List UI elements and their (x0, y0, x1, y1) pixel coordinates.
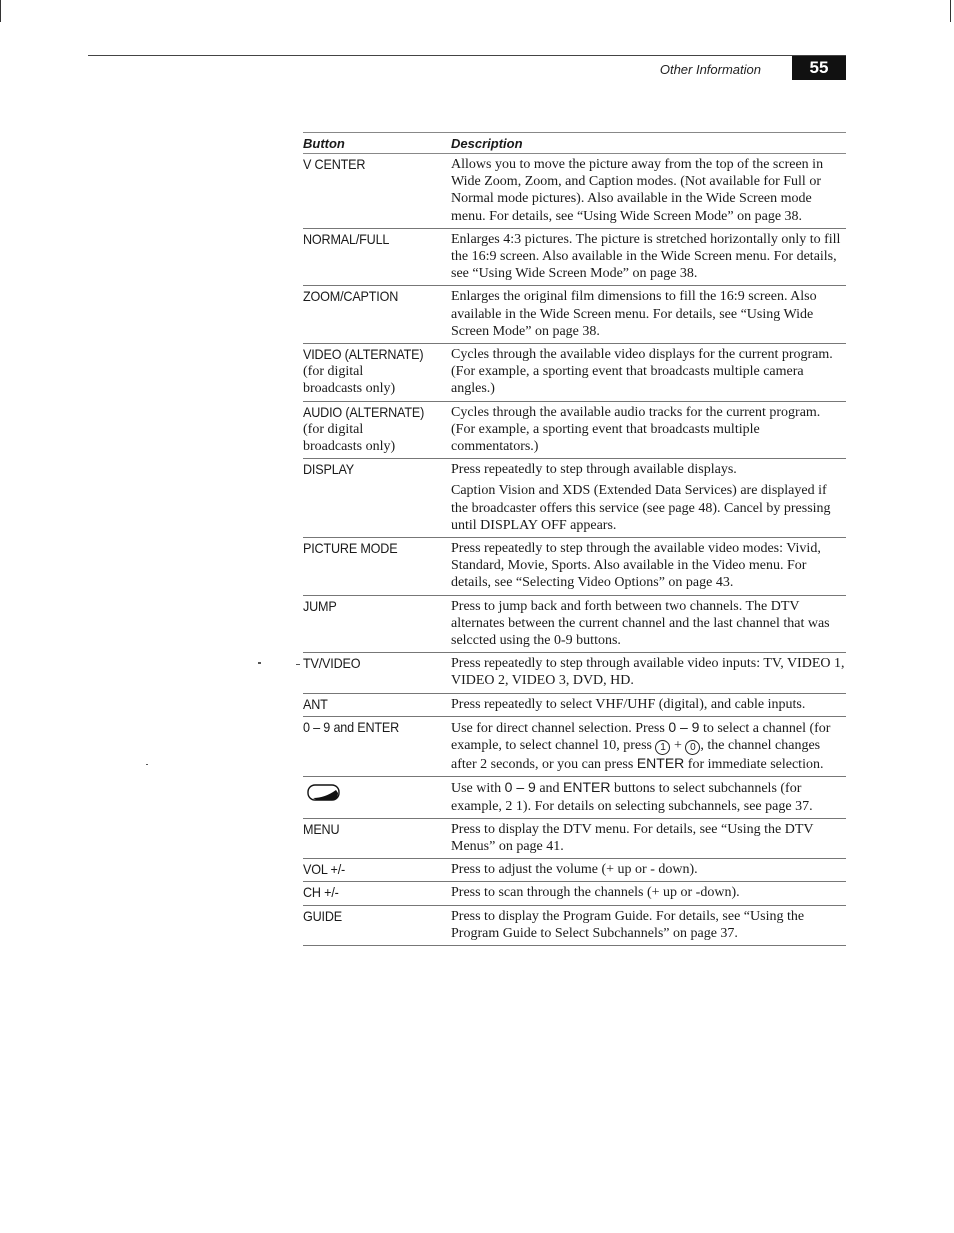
key-one-icon: 1 (655, 740, 670, 755)
button-name: NORMAL/FULL (303, 230, 390, 247)
button-name: DISPLAY (303, 461, 355, 478)
table-row (303, 694, 846, 717)
stray-dot (296, 664, 300, 665)
button-name: ZOOM/CAPTION (303, 288, 399, 305)
table-row (303, 286, 846, 344)
table-row (303, 402, 846, 460)
table-row (303, 459, 846, 538)
row-description: Cycles through the available audio tracks for the current program. (For example, a sporting event that broadcasts multiple commentators.) (451, 404, 821, 455)
column-header-button: Button (303, 136, 345, 151)
row-description: Press to jump back and forth between two channels. The DTV alternates between the current channel and the last channel that was selccted using the 0-9 buttons. (451, 598, 830, 649)
button-name: TV/VIDEO (303, 655, 361, 672)
button-name: VOL +/- (303, 861, 346, 878)
row-description: Cycles through the available video displays for the current program. (For example, a sporting event that broadcasts multiple camera angles.) (451, 347, 833, 397)
key-zero-icon: 0 (685, 740, 700, 755)
button-name: PICTURE MODE (303, 540, 398, 557)
button-name: MENU (303, 820, 340, 837)
button-name: VIDEO (ALTERNATE) (303, 346, 424, 363)
row-description: Press repeatedly to step through the available video modes: Vivid, Standard, Movie, Sports. Also available in the Video menu. For details, see “Selecting Video Options” on page 43. (451, 541, 821, 591)
table-row (303, 819, 846, 859)
column-header-description: Description (451, 136, 523, 151)
row-description: Press to adjust the volume (+ up or - down). (451, 862, 698, 878)
row-description: Press repeatedly to select VHF/UHF (digital), and cable inputs. (451, 696, 806, 712)
row-description: Press to display the Program Guide. For details, see “Using the Program Guide to Select Subchannels” on page 37. (451, 908, 805, 941)
section-title: Other Information (659, 62, 761, 77)
row-description: Use with 0 – 9 and ENTER buttons to select subchannels (for example, 2 1). For details on selecting subchannels, see page 37. (451, 779, 813, 814)
button-note: (for digital broadcasts only) (303, 364, 396, 397)
table-row (303, 653, 846, 693)
button-name: GUIDE (303, 907, 343, 924)
table-row (303, 229, 846, 287)
table-row (303, 906, 846, 946)
button-name: JUMP (303, 597, 337, 614)
table-row (303, 882, 846, 905)
table-row (303, 596, 846, 654)
table-row (303, 538, 846, 596)
right-edge-mark (950, 0, 951, 22)
button-name: V CENTER (303, 156, 366, 172)
remote-dash-button-icon (307, 783, 341, 803)
table-header (303, 132, 846, 154)
page-number: 55 (792, 56, 846, 80)
header-rule (88, 55, 846, 56)
table-row (303, 154, 846, 229)
button-description-table (303, 132, 846, 946)
row-description-note: Caption Vision and XDS (Extended Data Services) are displayed if the broadcaster offers this service (see page 48). Cancel by pressing until DISPLAY OFF appears. (451, 483, 831, 533)
stray-dot (258, 662, 261, 664)
row-description: Press repeatedly to step through available video inputs: TV, VIDEO 1, VIDEO 2, VIDEO 3, DVD, HD. (451, 656, 845, 689)
row-description: Use for direct channel selection. Press 0 – 9 to select a channel (for example, to select channel 10, press 1 + 0 , the channel changes after 2 seconds, or you can press ENTER for immediate selection. (451, 718, 831, 773)
row-description: Enlarges the original film dimensions to fill the 16:9 screen. Also available in the Wide Screen menu. For details, see “Using Wide Screen Mode” on page 38. (451, 289, 817, 339)
row-description: Allows you to move the picture away from the top of the screen in Wide Zoom, Zoom, and Caption modes. (Not available for Full or Normal mode pictures). Also available in the Wide Screen mode menu. For details, see “Using Wide Screen Mode” on page 38. (451, 157, 824, 224)
button-name: 0 – 9 and ENTER (303, 718, 400, 735)
row-description: Press to scan through the channels (+ up or -down). (451, 885, 740, 901)
table-row (303, 717, 846, 777)
stray-dot (146, 764, 148, 765)
button-name: CH +/- (303, 884, 339, 901)
button-name: ANT (303, 695, 328, 712)
button-note: (for digital broadcasts only) (303, 421, 396, 454)
button-name: AUDIO (ALTERNATE) (303, 403, 425, 420)
row-description: Press repeatedly to step through available displays. (451, 462, 737, 478)
table-row (303, 859, 846, 882)
left-edge-mark (0, 0, 1, 22)
row-description: Press to display the DTV menu. For details, see “Using the DTV Menus” on page 41. (451, 821, 814, 854)
table-row (303, 344, 846, 402)
table-row (303, 777, 846, 818)
row-description: Enlarges 4:3 pictures. The picture is stretched horizontally only to fill the 16:9 screen. Also available in the Wide Screen menu. For details, see “Using Wide Screen Mode” on page 38. (451, 231, 841, 282)
